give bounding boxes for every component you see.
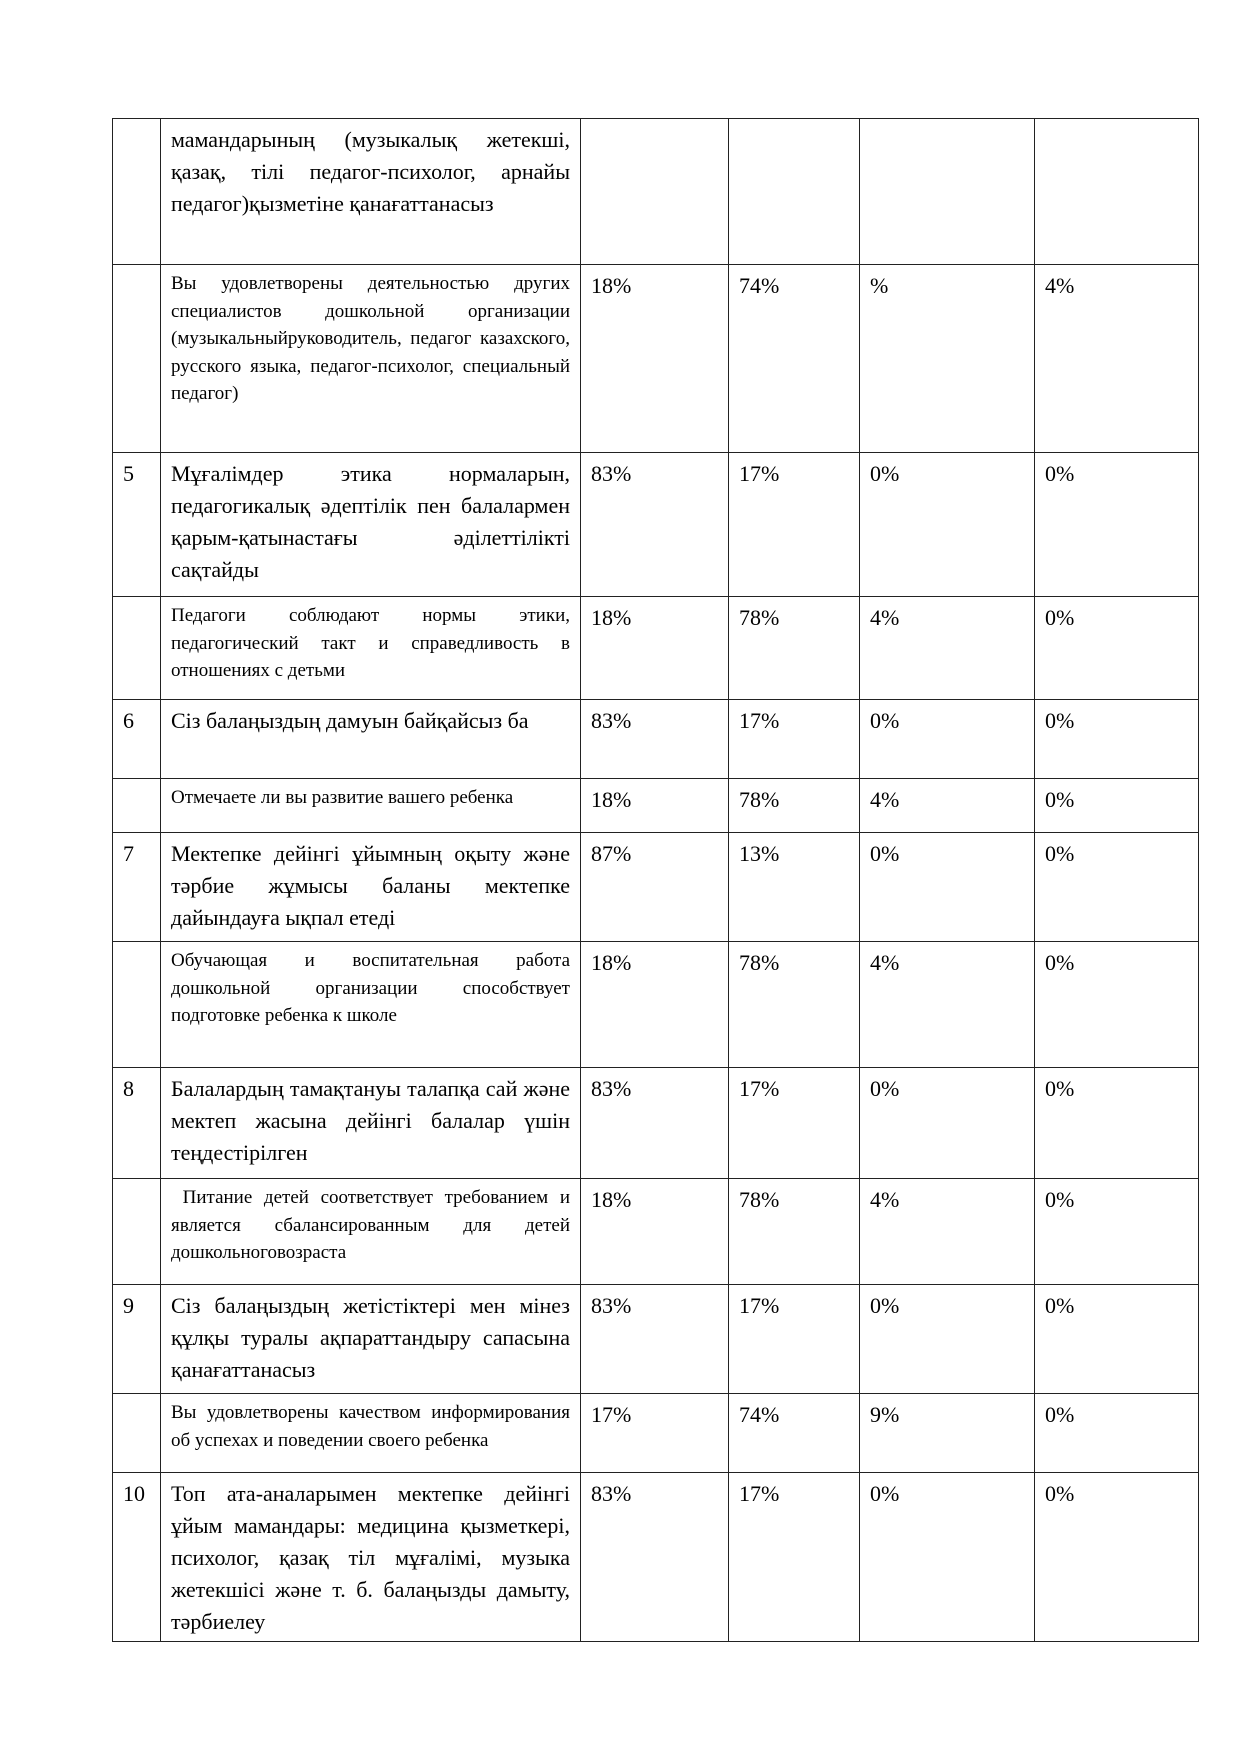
value-cell: 0% bbox=[1035, 942, 1199, 1068]
row-number-cell bbox=[113, 265, 161, 453]
value-cell: 78% bbox=[729, 597, 860, 700]
question-cell-kz: Сіз балаңыздың жетістіктері мен мінез құлқы туралы ақпараттандыру сапасына қанағаттанасыз bbox=[161, 1285, 581, 1394]
value-cell: 17% bbox=[581, 1394, 729, 1473]
value-cell: 4% bbox=[860, 779, 1035, 833]
value-cell: 18% bbox=[581, 597, 729, 700]
value-cell: 0% bbox=[860, 700, 1035, 779]
row-number-cell: 5 bbox=[113, 453, 161, 597]
value-cell: 17% bbox=[729, 700, 860, 779]
value-cell: 0% bbox=[1035, 1473, 1199, 1642]
value-cell: 0% bbox=[860, 833, 1035, 942]
value-cell bbox=[729, 119, 860, 265]
row-number-cell: 6 bbox=[113, 700, 161, 779]
value-cell: 9% bbox=[860, 1394, 1035, 1473]
question-cell-ru: Обучающая и воспитательная работа дошкольной организации способствует подготовке ребенка к школе bbox=[161, 942, 581, 1068]
value-cell: 0% bbox=[860, 1473, 1035, 1642]
row-number-cell: 9 bbox=[113, 1285, 161, 1394]
table-row bbox=[113, 1473, 1199, 1642]
value-cell bbox=[860, 119, 1035, 265]
value-cell bbox=[581, 119, 729, 265]
table-row bbox=[113, 1068, 1199, 1179]
value-cell: 4% bbox=[860, 597, 1035, 700]
table-row bbox=[113, 453, 1199, 597]
question-cell-kz: Сіз балаңыздың дамуын байқайсыз ба bbox=[161, 700, 581, 779]
value-cell: 0% bbox=[860, 453, 1035, 597]
value-cell: 83% bbox=[581, 1285, 729, 1394]
value-cell: 74% bbox=[729, 1394, 860, 1473]
row-number-cell bbox=[113, 942, 161, 1068]
value-cell: 4% bbox=[1035, 265, 1199, 453]
value-cell: 0% bbox=[1035, 1179, 1199, 1285]
value-cell: 17% bbox=[729, 453, 860, 597]
question-cell-ru: Питание детей соответствует требованием и является сбалансированным для детей дошкольноговозраста bbox=[161, 1179, 581, 1285]
table-row bbox=[113, 942, 1199, 1068]
value-cell: 4% bbox=[860, 942, 1035, 1068]
value-cell: 83% bbox=[581, 1068, 729, 1179]
value-cell: 0% bbox=[1035, 833, 1199, 942]
row-number-cell bbox=[113, 779, 161, 833]
value-cell: 78% bbox=[729, 1179, 860, 1285]
value-cell: 0% bbox=[1035, 597, 1199, 700]
value-cell: 18% bbox=[581, 1179, 729, 1285]
value-cell: 0% bbox=[1035, 700, 1199, 779]
value-cell bbox=[1035, 119, 1199, 265]
value-cell: 0% bbox=[1035, 453, 1199, 597]
table-row bbox=[113, 119, 1199, 265]
survey-results-table bbox=[112, 118, 1199, 1642]
value-cell: % bbox=[860, 265, 1035, 453]
question-cell-kz: Топ ата-аналарымен мектепке дейінгі ұйым мамандары: медицина қызметкері, психолог, қазақ тіл мұғалімі, музыка жетекшісі және т. б. балаңызды дамыту, тәрбиелеу bbox=[161, 1473, 581, 1642]
table-row bbox=[113, 833, 1199, 942]
value-cell: 78% bbox=[729, 779, 860, 833]
row-number-cell: 10 bbox=[113, 1473, 161, 1642]
row-number-cell bbox=[113, 1179, 161, 1285]
value-cell: 17% bbox=[729, 1068, 860, 1179]
value-cell: 4% bbox=[860, 1179, 1035, 1285]
value-cell: 17% bbox=[729, 1285, 860, 1394]
row-number-cell bbox=[113, 1394, 161, 1473]
value-cell: 87% bbox=[581, 833, 729, 942]
value-cell: 0% bbox=[1035, 779, 1199, 833]
row-number-cell bbox=[113, 597, 161, 700]
value-cell: 0% bbox=[1035, 1285, 1199, 1394]
value-cell: 17% bbox=[729, 1473, 860, 1642]
question-cell-ru: Отмечаете ли вы развитие вашего ребенка bbox=[161, 779, 581, 833]
value-cell: 78% bbox=[729, 942, 860, 1068]
question-cell-ru: Вы удовлетворены качеством информирования об успехах и поведении своего ребенка bbox=[161, 1394, 581, 1473]
question-cell-ru: Вы удовлетворены деятельностью других специалистов дошкольной организации (музыкальныйруководитель, педагог казахского, русского языка, педагог-психолог, специальный педагог) bbox=[161, 265, 581, 453]
row-number-cell: 8 bbox=[113, 1068, 161, 1179]
value-cell: 0% bbox=[860, 1285, 1035, 1394]
value-cell: 0% bbox=[1035, 1394, 1199, 1473]
value-cell: 83% bbox=[581, 453, 729, 597]
table-row bbox=[113, 779, 1199, 833]
value-cell: 13% bbox=[729, 833, 860, 942]
table-row bbox=[113, 265, 1199, 453]
table-row bbox=[113, 700, 1199, 779]
question-cell-ru: Педагоги соблюдают нормы этики, педагогический такт и справедливость в отношениях с детьми bbox=[161, 597, 581, 700]
question-cell-kz: мамандарының (музыкалық жетекші, қазақ, тілі педагог-психолог, арнайы педагог)қызметіне қанағаттанасыз bbox=[161, 119, 581, 265]
value-cell: 83% bbox=[581, 1473, 729, 1642]
value-cell: 18% bbox=[581, 779, 729, 833]
value-cell: 0% bbox=[860, 1068, 1035, 1179]
table-row bbox=[113, 1285, 1199, 1394]
value-cell: 83% bbox=[581, 700, 729, 779]
table-row bbox=[113, 1179, 1199, 1285]
table-row bbox=[113, 1394, 1199, 1473]
row-number-cell: 7 bbox=[113, 833, 161, 942]
question-cell-kz: Мектепке дейінгі ұйымның оқыту және тәрбие жұмысы баланы мектепке дайындауға ықпал етеді bbox=[161, 833, 581, 942]
value-cell: 18% bbox=[581, 942, 729, 1068]
value-cell: 0% bbox=[1035, 1068, 1199, 1179]
value-cell: 74% bbox=[729, 265, 860, 453]
question-cell-kz: Мұғалімдер этика нормаларын, педагогикалық әдептілік пен балалармен қарым-қатынастағы әділеттілікті сақтайды bbox=[161, 453, 581, 597]
row-number-cell bbox=[113, 119, 161, 265]
question-cell-kz: Балалардың тамақтануы талапқа сай және мектеп жасына дейінгі балалар үшін теңдестірілген bbox=[161, 1068, 581, 1179]
value-cell: 18% bbox=[581, 265, 729, 453]
survey-table-body bbox=[113, 119, 1199, 1642]
table-row bbox=[113, 597, 1199, 700]
